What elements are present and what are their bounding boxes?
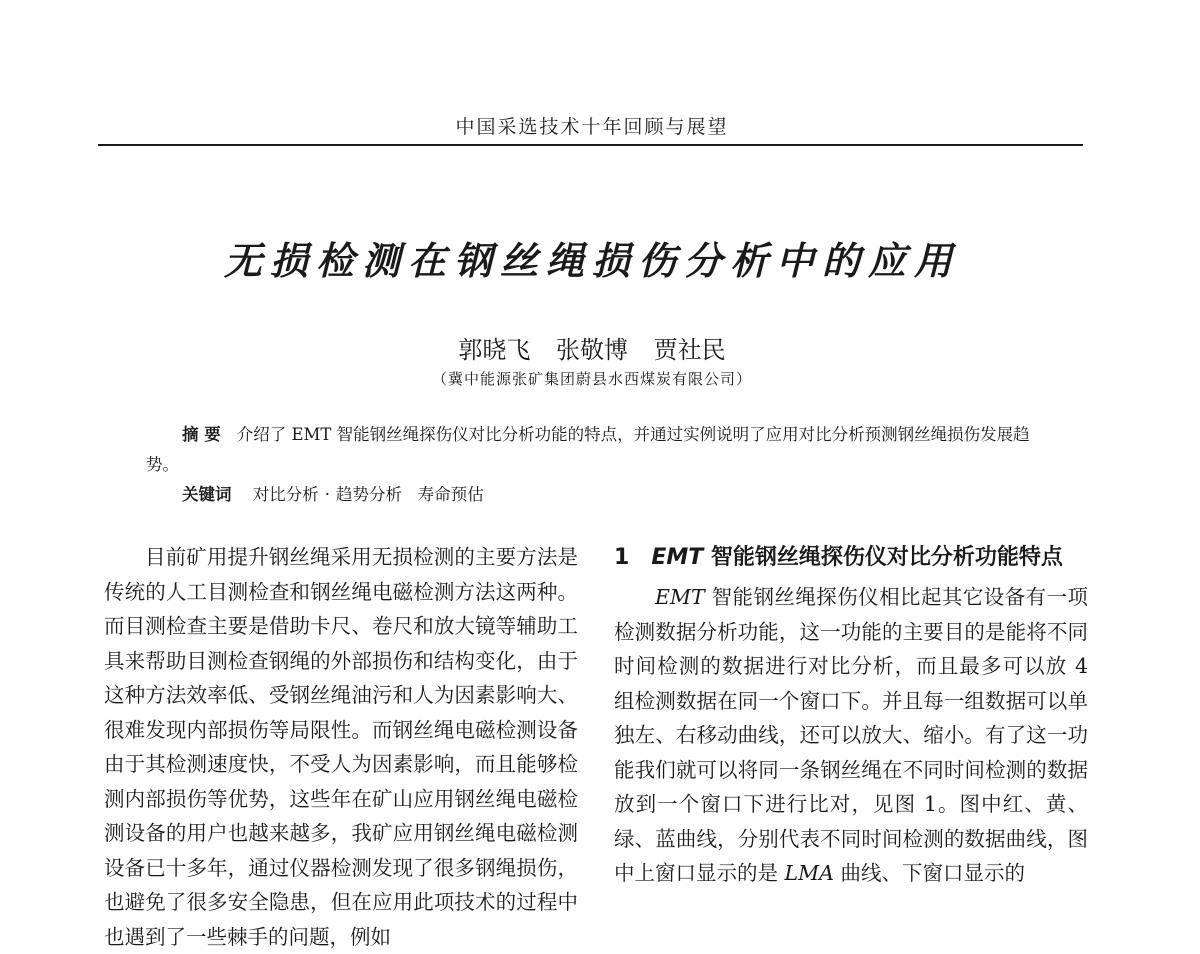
keyword-item: 对比分析 <box>252 485 319 504</box>
body-paragraph: 目前矿用提升钢丝绳采用无损检测的主要方法是传统的人工目测检查和钢丝绳电磁检测方法这两种。而目测检查主要是借助卡尺、卷尺和放大镜等辅助工具来帮助目测检查钢绳的外部损伤和结构变化，由于这种方法效率低、受钢丝绳油污和人为因素影响大、很难发现内部损伤等局限性。而钢丝绳电磁检测设备由于其检测速度快，不受人为因素影响，而且能够检测内部损伤等优势，这些年在矿山应用钢丝绳电磁检测设备的用户也越来越多，我矿应用钢丝绳电磁检测设备已十多年，通过仪器检测发现了很多钢绳损伤，也避免了很多安全隐患，但在应用此项技术的过程中也遇到了一些棘手的问题，例如 <box>104 545 578 949</box>
body-paragraph <box>614 580 1088 891</box>
left-column <box>104 540 578 954</box>
running-header: 中国采选技术十年回顾与展望 <box>455 116 729 138</box>
paper-title: 无损检测在钢丝绳损伤分析中的应用 <box>223 238 960 283</box>
abstract-text: 介绍了 EMT 智能钢丝绳探伤仪对比分析功能的特点，并通过实例说明了应用对比分析预测钢丝绳损伤发展趋势。 <box>146 425 1030 474</box>
keywords <box>182 482 1046 508</box>
section-title: 智能钢丝绳探伤仪对比分析功能特点 <box>703 545 1063 570</box>
affiliation: （冀中能源张矿集团蔚县水西煤炭有限公司） <box>431 370 752 388</box>
abstract <box>146 420 1046 480</box>
keyword-separator: · <box>324 485 330 504</box>
section-title-italic: EMT <box>651 545 704 570</box>
keyword-item: 寿命预估 <box>417 485 484 504</box>
emt-term: EMT <box>655 585 705 609</box>
right-column <box>614 540 1088 891</box>
paragraph-text: 智能钢丝绳探伤仪相比起其它设备有一项检测数据分析功能，这一功能的主要目的是能将不同时间检测的数据进行对比分析，而且最多可以放 4 组检测数据在同一个窗口下。并且每一组数据可以单独左、右移动曲线，还可以放大、缩小。有了这一功能我们就可以将同一条钢丝绳在不同时间检测的数据放到一个窗口下进行比对，见图 1。图中红、黄、绿、蓝曲线，分别代表不同时间检测的数据曲线，图中上窗口显示的是 <box>614 585 1088 885</box>
section-number: 1 <box>614 545 630 570</box>
header-rule <box>98 144 1083 146</box>
keyword-item: 趋势分析 <box>336 485 402 504</box>
abstract-label: 摘 要 <box>182 425 221 444</box>
authors: 郭晓飞 张敬博 贾社民 <box>458 336 726 364</box>
section-heading <box>614 540 1088 576</box>
lma-term: LMA <box>784 861 834 885</box>
keywords-label: 关键词 <box>182 485 232 504</box>
paragraph-text-end: 曲线、下窗口显示的 <box>833 861 1025 885</box>
